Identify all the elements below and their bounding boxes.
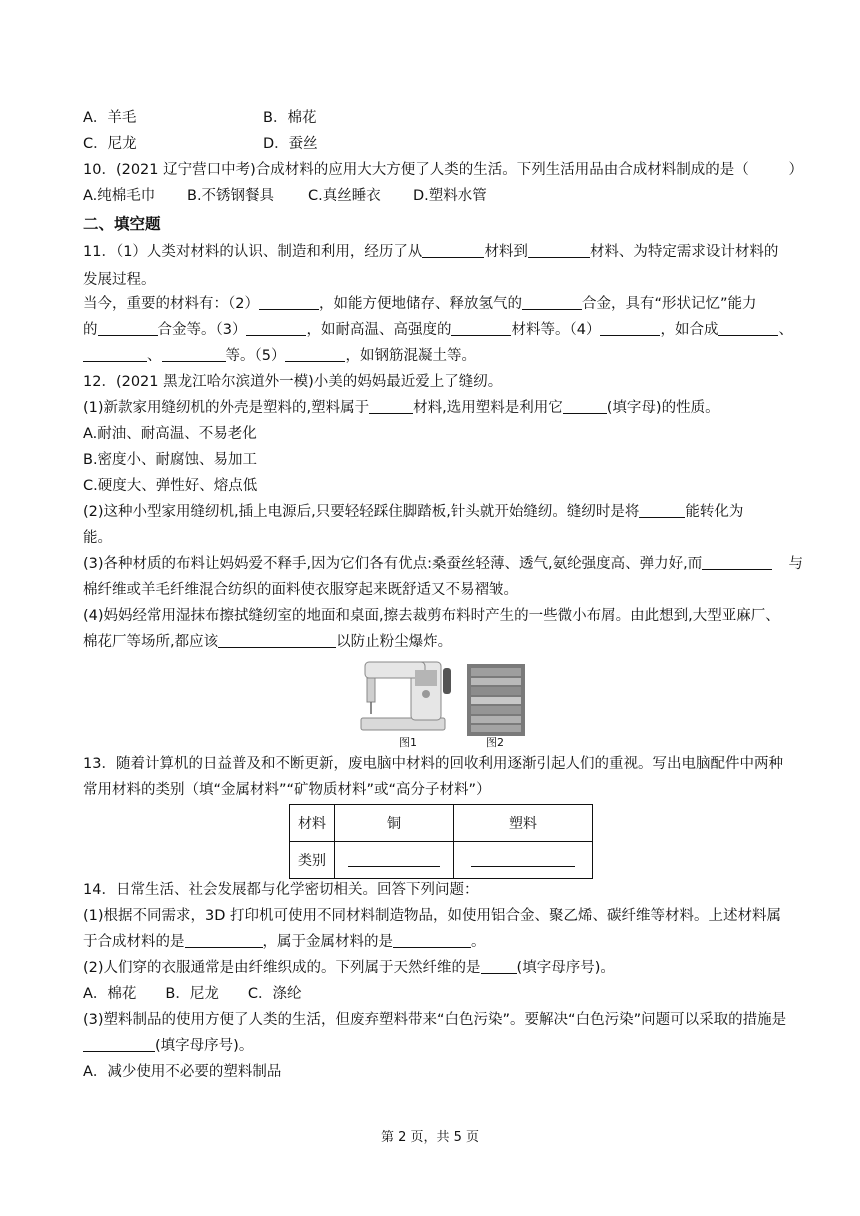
materials-table xyxy=(289,804,593,879)
q10-option-c: C.真丝睡衣 xyxy=(308,188,381,204)
q12-part-4: (4)妈妈经常用湿抹布擦拭缝纫室的地面和桌面,擦去裁剪布料时产生的一些微小布屑。由此想到,大型亚麻厂、 xyxy=(83,608,780,624)
table-cell xyxy=(454,842,593,879)
q9-option-c: C．尼龙 xyxy=(83,136,137,152)
q10-option-a: A.纯棉毛巾 xyxy=(83,188,156,204)
q12-option-a: A.耐油、耐高温、不易老化 xyxy=(83,426,257,442)
q14-part-2: (2)人们穿的衣服通常是由纤维织成的。下列属于天然纤维的是 (填字母序号)。 xyxy=(83,960,615,976)
table-cell: 类别 xyxy=(290,842,335,879)
table-cell: 材料 xyxy=(290,805,335,842)
blank xyxy=(185,933,263,948)
section-fill-in-title: 二、填空题 xyxy=(83,215,161,233)
blank xyxy=(98,321,158,336)
blank xyxy=(83,1037,155,1052)
q11-line-3: 当今，重要的材料有：（2） ，如能方便地储存、释放氢气的 合金，具有“形状记忆”能力 xyxy=(83,296,757,312)
q14-part-3-cont: (填字母序号)。 xyxy=(83,1036,803,1056)
blank xyxy=(600,321,660,336)
table-row xyxy=(290,805,593,842)
blank xyxy=(422,243,484,258)
blank xyxy=(451,321,511,336)
sewing-machine-icon xyxy=(355,656,455,736)
table-row xyxy=(290,842,593,879)
blank xyxy=(718,321,778,336)
blank xyxy=(259,295,319,310)
blank xyxy=(393,933,471,948)
blank xyxy=(348,852,440,867)
q10-stem-close: ） xyxy=(788,162,803,178)
q9-option-d: D．蚕丝 xyxy=(263,136,318,152)
q10-option-b: B.不锈钢餐具 xyxy=(187,188,275,204)
blank xyxy=(218,633,336,648)
q14-part-3-option-a: A．减少使用不必要的塑料制品 xyxy=(83,1064,282,1080)
q11-text-1: 11．（1）人类对材料的认识、制造和利用，经历了从 材料到 材料、为特定需求设计材料的 xyxy=(83,244,779,260)
blank xyxy=(639,503,685,518)
q10-option-d: D.塑料水管 xyxy=(413,188,487,204)
q12-part-1: (1)新款家用缝纫机的外壳是塑料的,塑料属于 材料,选用塑料是利用它 (填字母)的性质。 xyxy=(83,400,720,416)
blank xyxy=(369,399,413,414)
table-cell: 铜 xyxy=(335,805,454,842)
q12-option-b: B.密度小、耐腐蚀、易加工 xyxy=(83,452,258,468)
q12-part-2: (2)这种小型家用缝纫机,插上电源后,只要轻轻踩住脚踏板,针头就开始缝纫。缝纫时是将 能转化为 xyxy=(83,504,744,520)
q12-part-3: (3)各种材质的布料让妈妈爱不释手,因为它们各有优点:桑蚕丝轻薄、透气,氨纶强度高、弹力好,而 与 xyxy=(83,556,803,572)
blank xyxy=(285,347,345,362)
blank xyxy=(481,959,517,974)
page-number: 第 2 页，共 5 页 xyxy=(380,1130,480,1145)
q10-stem xyxy=(83,160,803,180)
q14-part-1: (1)根据不同需求，3D 打印机可使用不同材料制造物品，如使用铝合金、聚乙烯、碳纤维等材料。上述材料属 xyxy=(83,908,782,924)
q11-line-1 xyxy=(83,242,803,262)
q13-line-2: 常用材料的类别（填“金属材料”“矿物质材料”或“高分子材料”） xyxy=(83,782,491,798)
figure-2-caption: 图2 xyxy=(486,736,504,749)
q9-option-b: B．棉花 xyxy=(263,110,317,126)
blank xyxy=(471,852,575,867)
q12-part-4-cont: 棉花厂等场所,都应该 以防止粉尘爆炸。 xyxy=(83,634,453,650)
q14-part-2-options: A．棉花 B．尼龙 C．涤纶 xyxy=(83,986,302,1002)
blank xyxy=(702,555,772,570)
blank xyxy=(522,295,582,310)
blank xyxy=(563,399,607,414)
q11-line-5: 、 等。（5） ，如钢筋混凝土等。 xyxy=(83,346,803,366)
q12-stem: 12．(2021 黑龙江哈尔滨道外一模)小美的妈妈最近爱上了缝纫。 xyxy=(83,374,503,390)
q10-stem-text: 10．(2021 辽宁营口中考)合成材料的应用大大方便了人类的生活。下列生活用品由合成材料制成的是（ xyxy=(83,162,749,178)
q13-line-1: 13．随着计算机的日益普及和不断更新，废电脑中材料的回收利用逐渐引起人们的重视。写出电脑配件中两种 xyxy=(83,756,783,772)
figure-1-caption: 图1 xyxy=(399,736,417,749)
table-cell xyxy=(335,842,454,879)
q14-part-3: (3)塑料制品的使用方便了人类的生活，但废弃塑料带来“白色污染”。要解决“白色污染”问题可以采取的措施是 xyxy=(83,1012,787,1028)
q12-part-2-end: 能。 xyxy=(83,530,112,546)
table-cell: 塑料 xyxy=(454,805,593,842)
blank xyxy=(83,347,147,362)
q12-part-3-cont: 棉纤维或羊毛纤维混合纺织的面料使衣服穿起来既舒适又不易褶皱。 xyxy=(83,582,518,598)
fabric-figure xyxy=(467,664,525,736)
fabric-stack-icon xyxy=(467,664,525,736)
q12-option-c: C.硬度大、弹性好、熔点低 xyxy=(83,478,258,494)
blank xyxy=(162,347,226,362)
q14-stem: 14．日常生活、社会发展都与化学密切相关。回答下列问题： xyxy=(83,882,479,898)
q9-option-a: A．羊毛 xyxy=(83,110,137,126)
blank xyxy=(528,243,590,258)
q14-part-1-cont: 于合成材料的是 ，属于金属材料的是 。 xyxy=(83,934,486,950)
q11-line-4: 的 合金等。（3） ，如耐高温、高强度的 材料等。（4） ，如合成 、 xyxy=(83,322,793,338)
sewing-machine-figure xyxy=(355,656,455,736)
q11-line-2: 发展过程。 xyxy=(83,272,156,288)
blank xyxy=(246,321,306,336)
